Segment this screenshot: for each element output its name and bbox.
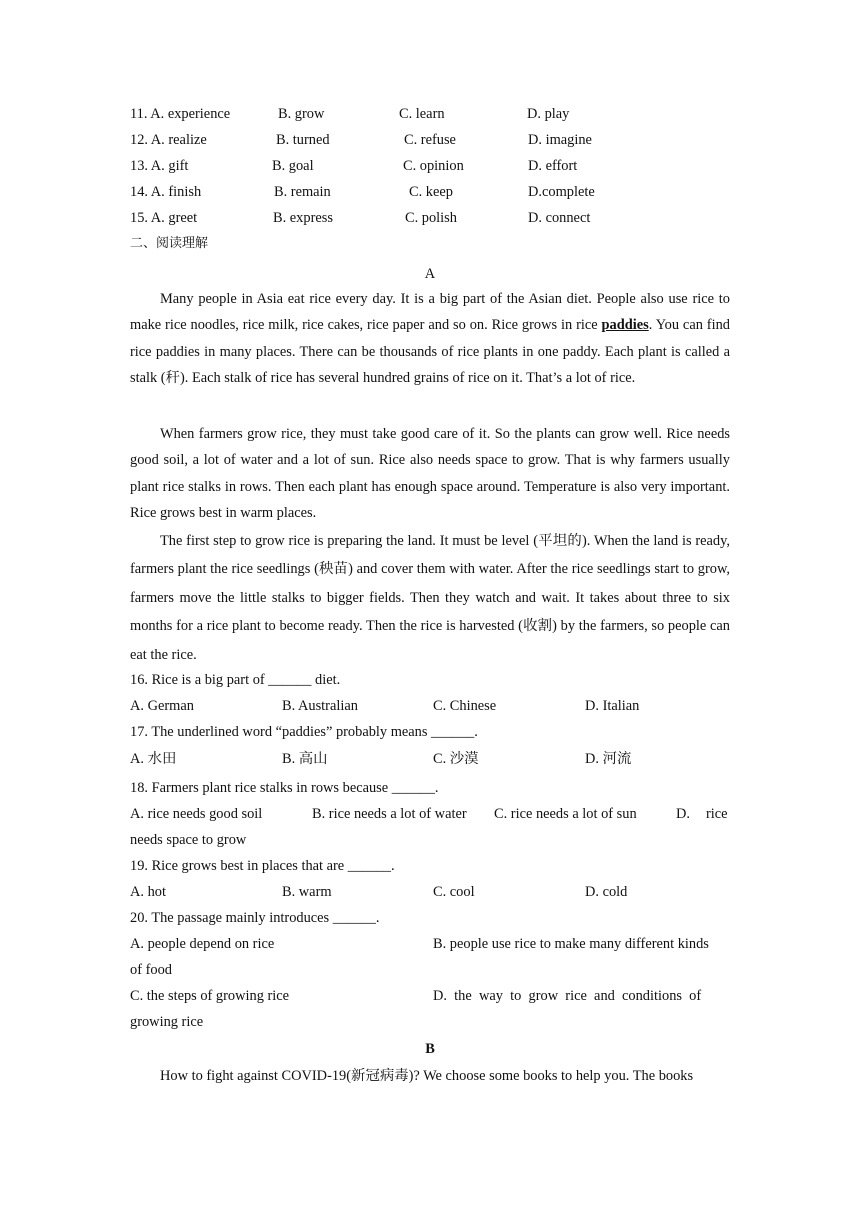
question-20-option-d-cont: growing rice: [130, 1014, 204, 1030]
passage-b-label: B: [425, 1041, 435, 1057]
option-13-a: 13. A. gift: [130, 158, 189, 174]
option-14-b: B. remain: [274, 184, 331, 200]
underlined-word-paddies: paddies: [601, 317, 649, 334]
option-11-b: B. grow: [278, 106, 325, 122]
question-17-option-c: C. 沙漠: [433, 751, 479, 767]
question-19-option-b: B. warm: [282, 884, 332, 900]
option-11-c: C. learn: [399, 106, 445, 122]
question-17-option-b: B. 高山: [282, 751, 328, 767]
question-19-option-d: D. cold: [585, 884, 628, 900]
option-15-c: C. polish: [405, 210, 457, 226]
question-18-option-a: A. rice needs good soil: [130, 806, 263, 822]
option-15-d: D. connect: [528, 210, 591, 226]
passage-a-label: A: [424, 266, 436, 282]
question-19-option-a: A. hot: [130, 884, 166, 900]
question-16-stem: 16. Rice is a big part of ______ diet.: [130, 672, 341, 688]
question-16-option-d: D. Italian: [585, 698, 640, 714]
question-18-option-c: C. rice needs a lot of sun: [494, 806, 637, 822]
option-13-b: B. goal: [272, 158, 314, 174]
option-14-d: D.complete: [528, 184, 595, 200]
question-20-option-b-cont: of food: [130, 962, 172, 978]
option-12-d: D. imagine: [528, 132, 592, 148]
question-20-stem: 20. The passage mainly introduces ______.: [130, 910, 380, 926]
question-19-stem: 19. Rice grows best in places that are ______.: [130, 858, 395, 874]
option-15-a: 15. A. greet: [130, 210, 198, 226]
question-18-option-d-word: rice: [706, 806, 728, 822]
question-20-option-c: C. the steps of growing rice: [130, 988, 290, 1004]
question-18-option-d-letter: D.: [676, 806, 690, 822]
question-20-option-b: B. people use rice to make many different kinds: [433, 936, 709, 952]
question-18-option-b: B. rice needs a lot of water: [312, 806, 467, 822]
option-12-c: C. refuse: [404, 132, 456, 148]
passage-a-paragraph-2: When farmers grow rice, they must take good care of it. So the plants can grow well. Rice needs good soil, a lot of water and a lot of sun. Rice also needs space to grow. That is why farmers usually plant rice stalks in rows. Then each plant has enough space around. Temperature is also very important. Rice grows best in warm places.: [130, 426, 730, 522]
option-13-c: C. opinion: [403, 158, 464, 174]
question-16-option-a: A. German: [130, 698, 194, 714]
question-18-option-d-cont: needs space to grow: [130, 832, 247, 848]
passage-b-paragraph-1: How to fight against COVID-19(新冠病毒)? We choose some books to help you. The books: [160, 1068, 694, 1084]
question-17-option-a: A. 水田: [130, 751, 177, 767]
option-12-a: 12. A. realize: [130, 132, 207, 148]
passage-a-p1-before: Many people in Asia eat rice every day. It is a big part of the Asian diet. People also use rice to make rice noodles, rice milk, rice cakes, rice paper and so on. Rice grows in rice: [130, 291, 730, 334]
question-18-stem: 18. Farmers plant rice stalks in rows because ______.: [130, 780, 439, 796]
option-13-d: D. effort: [528, 158, 578, 174]
question-16-option-b: B. Australian: [282, 698, 358, 714]
passage-a-paragraph-1: [130, 286, 730, 392]
question-19-option-c: C. cool: [433, 884, 475, 900]
option-11-d: D. play: [527, 106, 570, 122]
question-17-stem: 17. The underlined word “paddies” probably means ______.: [130, 724, 478, 740]
option-12-b: B. turned: [276, 132, 330, 148]
option-15-b: B. express: [273, 210, 333, 226]
option-11-a: 11. A. experience: [130, 106, 231, 122]
question-17-option-d: D. 河流: [585, 751, 632, 767]
question-20-option-d: D. the way to grow rice and conditions of: [433, 988, 702, 1004]
section-heading: 二、阅读理解: [130, 236, 209, 251]
option-14-c: C. keep: [409, 184, 453, 200]
question-16-option-c: C. Chinese: [433, 698, 497, 714]
option-14-a: 14. A. finish: [130, 184, 202, 200]
question-20-option-a: A. people depend on rice: [130, 936, 275, 952]
passage-a-p1-after: . You can find rice paddies in many places. There can be thousands of rice plants in one paddy. Each plant is called a stalk (秆). Each stalk of rice has several hundred grains of rice on it. That’s a lot of rice.: [130, 317, 730, 387]
passage-a-paragraph-3: The first step to grow rice is preparing the land. It must be level (平坦的). When the land is ready, farmers plant the rice seedlings (秧苗) and cover them with water. After the rice seedlings start to grow, farmers move the little stalks to bigger fields. Then they watch and wait. It takes about three to six months for a rice plant to become ready. Then the rice is harvested (收割) by the farmers, so people can eat the rice.: [130, 533, 730, 663]
